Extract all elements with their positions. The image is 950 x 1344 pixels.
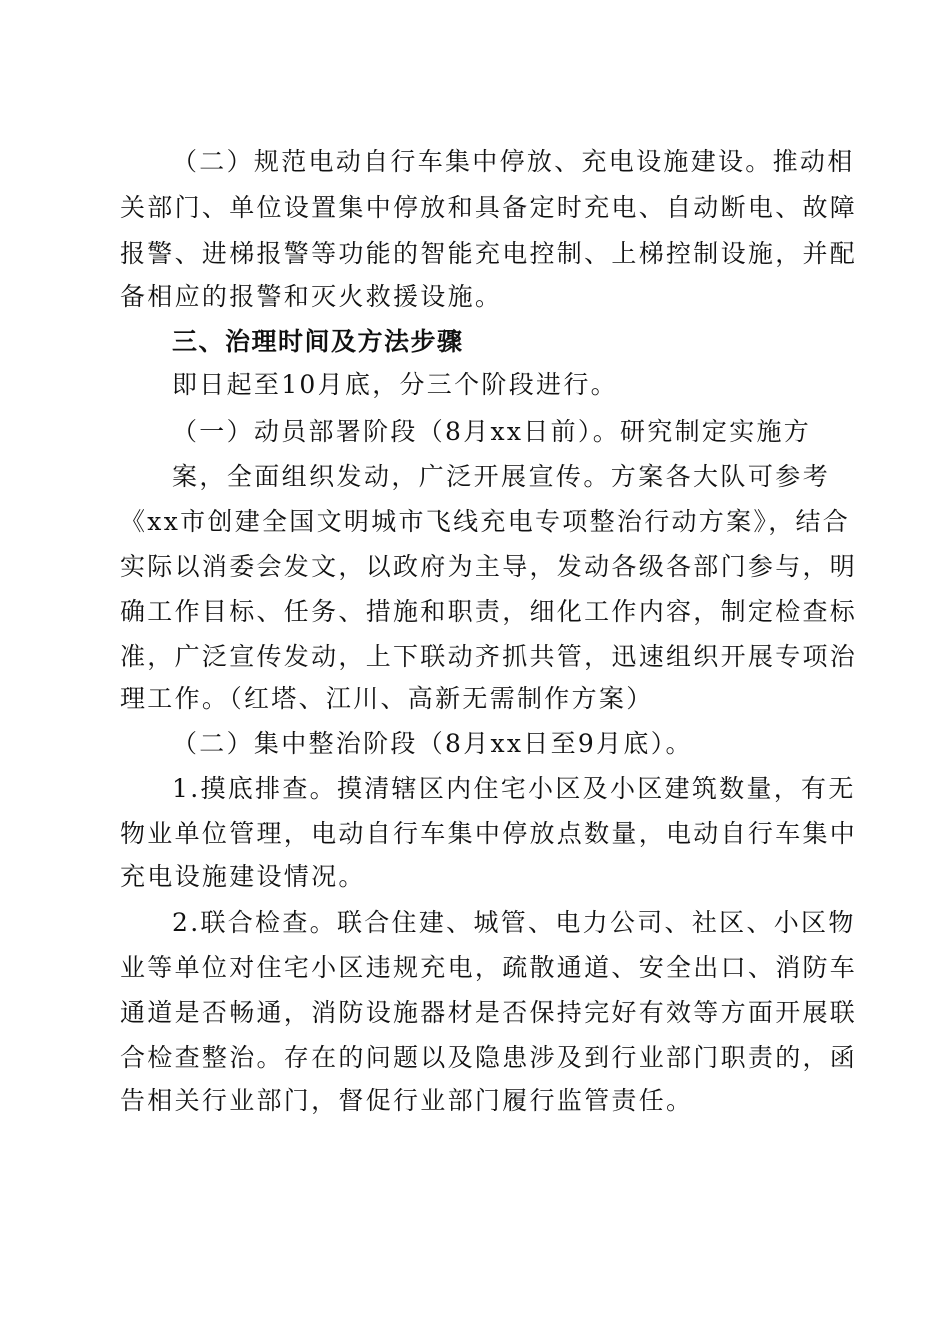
section-3-heading: 三、治理时间及方法步骤 — [172, 327, 464, 356]
section-2-paragraph-line-4: 备相应的报警和灭火救援设施。 — [120, 282, 503, 311]
phase-1-paragraph-line-1: （一）动员部署阶段（8月xx日前）。研究制定实施方 — [172, 417, 812, 446]
phase-1-paragraph-line-4: 实际以消委会发文，以政府为主导，发动各级各部门参与，明 — [120, 552, 858, 581]
phase-2-heading: （二）集中整治阶段（8月xx日至9月底）。 — [172, 729, 693, 758]
timeframe-paragraph: 即日起至10月底，分三个阶段进行。 — [172, 370, 618, 399]
phase-1-paragraph-line-5: 确工作目标、任务、措施和职责，细化工作内容，制定检查标 — [120, 597, 858, 626]
item-1-paragraph-line-2: 物业单位管理，电动自行车集中停放点数量，电动自行车集中 — [120, 819, 858, 848]
item-2-paragraph-line-3: 通道是否畅通，消防设施器材是否保持完好有效等方面开展联 — [120, 998, 858, 1027]
section-2-paragraph-line-3: 报警、进梯报警等功能的智能充电控制、上梯控制设施，并配 — [120, 239, 858, 268]
section-2-paragraph-line-1: （二）规范电动自行车集中停放、充电设施建设。推动相 — [172, 147, 855, 176]
phase-1-paragraph-line-7: 理工作。（红塔、江川、高新无需制作方案） — [120, 684, 654, 713]
item-2-paragraph-line-2: 业等单位对住宅小区违规充电，疏散通道、安全出口、消防车 — [120, 953, 858, 982]
item-2-paragraph-line-4: 合检查整治。存在的问题以及隐患涉及到行业部门职责的，函 — [120, 1043, 858, 1072]
item-2-paragraph-line-5: 告相关行业部门，督促行业部门履行监管责任。 — [120, 1086, 694, 1115]
phase-1-paragraph-line-6: 准，广泛宣传发动，上下联动齐抓共管，迅速组织开展专项治 — [120, 642, 858, 671]
phase-1-paragraph-line-2: 案，全面组织发动，广泛开展宣传。方案各大队可参考 — [172, 462, 830, 491]
section-2-paragraph-line-2: 关部门、单位设置集中停放和具备定时充电、自动断电、故障 — [120, 193, 858, 222]
item-2-paragraph-line-1: 2.联合检查。联合住建、城管、电力公司、社区、小区物 — [172, 908, 856, 937]
item-1-paragraph-line-3: 充电设施建设情况。 — [120, 862, 366, 891]
phase-1-paragraph-line-3: 《xx市创建全国文明城市飞线充电专项整治行动方案》，结合 — [120, 507, 851, 536]
item-1-paragraph-line-1: 1.摸底排查。摸清辖区内住宅小区及小区建筑数量，有无 — [172, 774, 856, 803]
